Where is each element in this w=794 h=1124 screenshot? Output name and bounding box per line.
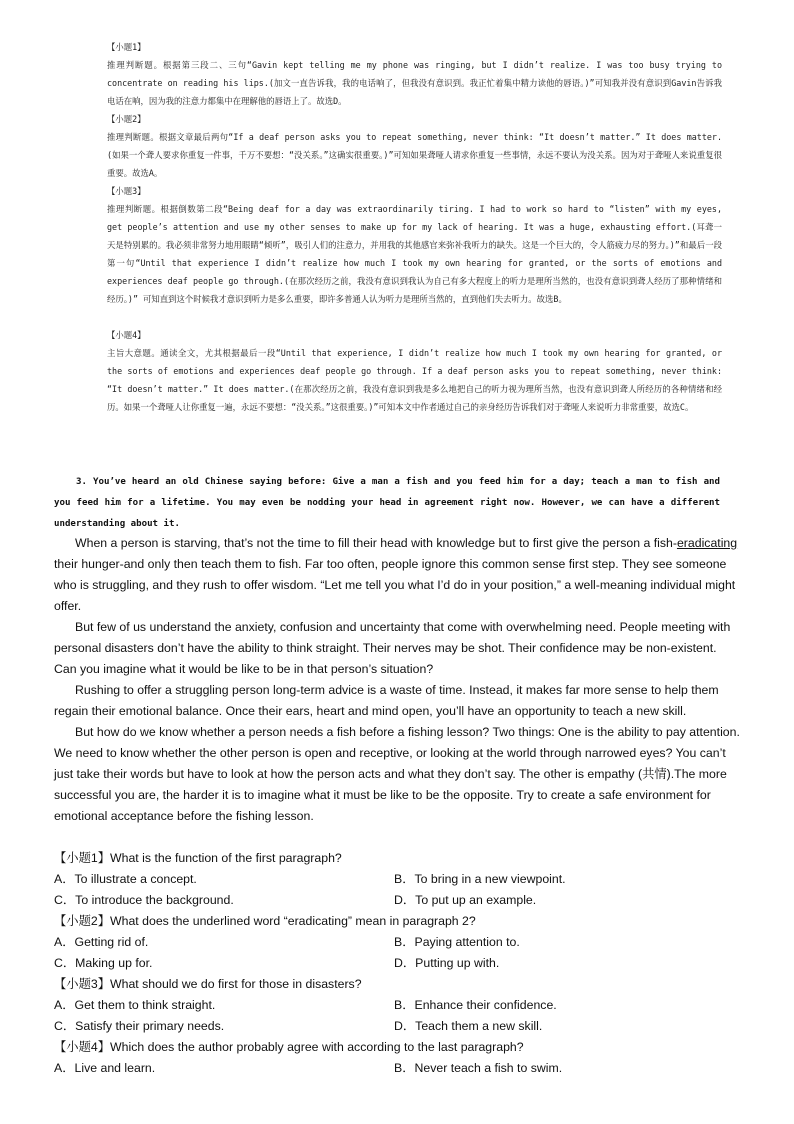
option-d[interactable]: D．To put up an example.: [394, 893, 537, 907]
option-a[interactable]: A．Live and learn.: [54, 1061, 156, 1075]
p1-before: When a person is starving, that’s not the time to fill their head with knowledge but to first give the person a fish-: [75, 536, 677, 550]
passage-paragraph-2: But few of us understand the anxiety, confusion and uncertainty that come with overwhelming need. People meeting with personal disasters don’t have the ability to think straight. Their nerves may be shot. Their confidence may be non-existent. Can you imagine what it would be like to be in that person’s situation?: [54, 620, 731, 676]
option-b[interactable]: B．Never teach a fish to swim.: [394, 1061, 563, 1075]
reading-passage: [54, 533, 740, 827]
passage-paragraph-4: But how do we know whether a person needs a fish before a fishing lesson? Two things: One is the ability to pay attention. We need to know whether the other person is open and receptive, or looking at the world through narrowed eyes? You can’t just take their words but have to look at how the person acts and what they don’t say. The other is empathy (共情).The more successful you are, the harder it is to imagine what it must be like to be the opposite. Try to create a safe environment for emotional acceptance before the fishing lesson.: [54, 725, 740, 823]
option-b[interactable]: B．Enhance their confidence.: [394, 998, 557, 1012]
answer-tag: 【小题1】: [107, 42, 146, 52]
option-b[interactable]: B．Paying attention to.: [394, 935, 520, 949]
option-d[interactable]: D．Putting up with.: [394, 956, 500, 970]
answer-text: 推理判断题。根据倒数第二段“Being deaf for a day was extraordinarily tiring. I had to work so hard to “listen” with my eyes, get people’s attention and use my other senses to make up for my lack of hearing. It was a huge, exhausting effort.(耳聋一天是特别累的。我必须非常努力地用眼睛“倾听”，吸引人们的注意力，并用我的其他感官来弥补我听力的缺失。这是一个巨大的，令人筋疲力尽的努力。)”和最后一段第一句“Until that experience I didn’t realize how much I took my own hearing for granted, or the sorts of emotions and experiences deaf people go through.(在那次经历之前，我没有意识到我认为自己有多大程度上的听力是理所当然的，也没有意识到聋人经历了那种情绪和经历。)” 可知直到这个时候我才意识到听力是多么重要，即许多普通人认为听力是理所当然的，直到他们失去听力。故选B。: [107, 204, 722, 304]
question3-intro: 3. You’ve heard an old Chinese saying before: Give a man a fish and you feed him for a day; teach a man to fish and you feed him for a lifetime. You may even be nodding your head in agreement right now. However, we can have a different understanding about it.: [54, 477, 720, 529]
option-d[interactable]: D．Teach them a new skill.: [394, 1019, 543, 1033]
question-stem: 【小题3】What should we do first for those in disasters?: [54, 977, 362, 991]
passage-paragraph-1: [54, 533, 740, 617]
question-2: [54, 911, 740, 974]
answer-text: 主旨大意题。通读全文，尤其根据最后一段“Until that experience, I didn’t realize how much I took my own hearing for granted, or the sorts of emotions and experiences deaf people go through. If a deaf person asks you to repeat something, never think: “It doesn’t matter.” It does matter.(在那次经历之前，我没有意识到我是多么地把自己的听力视为理所当然，也没有意识到聋人所经历的各种情绪和经历。如果一个聋哑人让你重复一遍，永远不要想：“没关系。”这很重要。)”可知本文中作者通过自己的亲身经历告诉我们对于聋哑人来说听力非常重要，故选C。: [107, 348, 722, 412]
answer-explanation-4: [107, 326, 722, 416]
question-4: [54, 1037, 740, 1079]
option-c[interactable]: C．To introduce the background.: [54, 893, 234, 907]
question-stem: 【小题2】What does the underlined word “eradicating” mean in paragraph 2?: [54, 914, 476, 928]
option-a[interactable]: A．Get them to think straight.: [54, 998, 216, 1012]
question-1: [54, 848, 740, 911]
answer-tag: 【小题4】: [107, 330, 146, 340]
underlined-word: eradicating: [676, 536, 738, 550]
answer-tag: 【小题3】: [107, 186, 146, 196]
answer-tag: 【小题2】: [107, 114, 146, 124]
option-a[interactable]: A．Getting rid of.: [54, 935, 149, 949]
passage-paragraph-3: Rushing to offer a struggling person long-term advice is a waste of time. Instead, it makes far more sense to help them regain their emotional balance. Once their ears, heart and mind open, you’ll have an opportunity to teach a new skill.: [54, 683, 719, 718]
question-stem: 【小题4】Which does the author probably agree with according to the last paragraph?: [54, 1040, 524, 1054]
question-list: [54, 848, 740, 1079]
answer-explanation-1: [107, 38, 722, 110]
question-stem: 【小题1】What is the function of the first paragraph?: [54, 851, 342, 865]
answer-text: 推理判断题。根据第三段二、三句“Gavin kept telling me my phone was ringing, but I didn’t realize. I was too busy trying to concentrate on reading his lips.(加文一直告诉我，我的电话响了，但我没有意识到。我正忙着集中精力读他的唇语。)”可知我并没有意识到Gavin告诉我电话在响，因为我的注意力都集中在理解他的唇语上了。故选D。: [107, 60, 722, 106]
p1-after: their hunger-and only then teach them to fish. Far too often, people ignore this common sense first step. They see someone who is struggling, and they rush to offer wisdom. “Let me tell you what I’d do in your position,” a well-meaning individual might offer.: [54, 557, 736, 613]
option-c[interactable]: C．Satisfy their primary needs.: [54, 1019, 225, 1033]
option-a[interactable]: A．To illustrate a concept.: [54, 872, 197, 886]
answer-explanation-2: [107, 110, 722, 182]
question-3: [54, 974, 740, 1037]
option-c[interactable]: C．Making up for.: [54, 956, 153, 970]
answer-text: 推理判断题。根据文章最后两句“If a deaf person asks you to repeat something, never think: “It doesn’t matter.” It does matter.(如果一个聋人要求你重复一件事，千万不要想：“没关系。”这确实很重要。)”可知如果聋哑人请求你重复一些事情，永远不要认为没关系。因为对于聋哑人来说重复很重要。故选A。: [107, 132, 722, 178]
answer-explanation-3: [107, 182, 722, 308]
option-b[interactable]: B．To bring in a new viewpoint.: [394, 872, 566, 886]
